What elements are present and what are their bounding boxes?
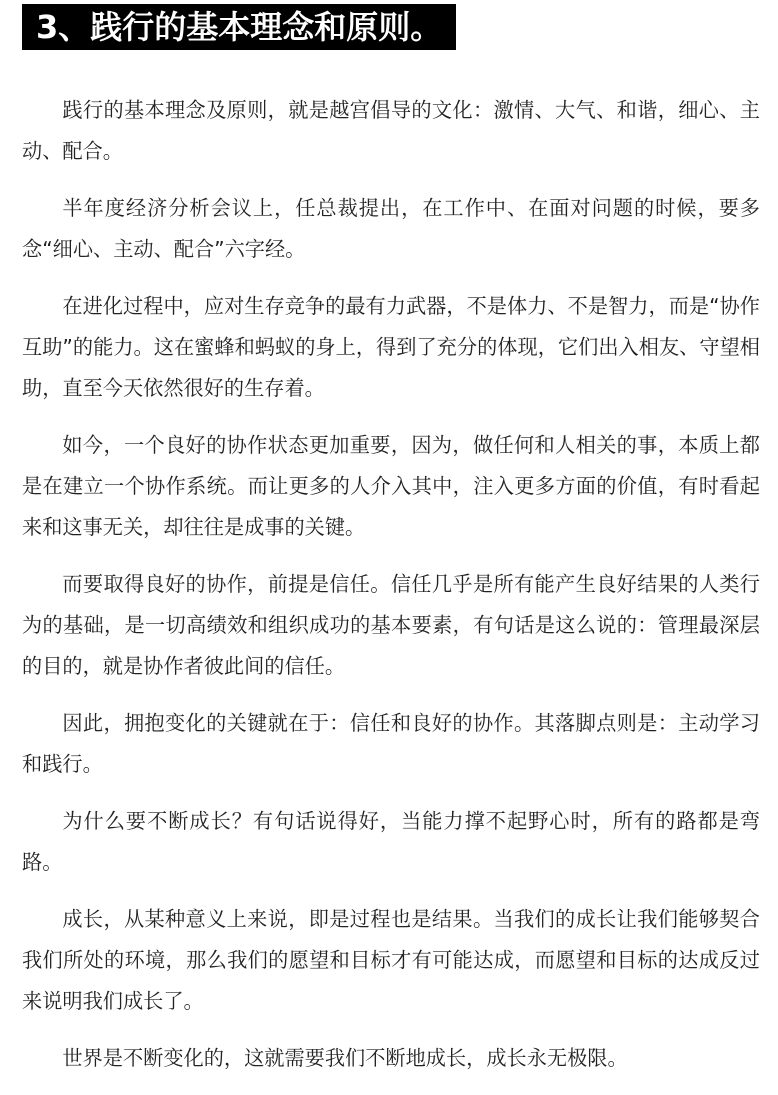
paragraph-7: 为什么要不断成长？有句话说得好，当能力撑不起野心时，所有的路都是弯路。	[22, 809, 760, 874]
paragraph-9: 世界是不断变化的，这就需要我们不断地成长，成长永无极限。	[62, 1046, 628, 1070]
paragraph-5: 而要取得良好的协作，前提是信任。信任几乎是所有能产生良好结果的人类行为的基础，是一切高绩效和组织成功的基本要素，有句话是这么说的：管理最深层的目的，就是协作者彼此间的信任。	[22, 572, 760, 678]
article-body	[22, 90, 760, 1095]
paragraph-3: 在进化过程中，应对生存竞争的最有力武器，不是体力、不是智力，而是“协作互助”的能力。这在蜜蜂和蚂蚁的身上，得到了充分的体现，它们出入相友、守望相助，直至今天依然很好的生存着。	[22, 294, 760, 400]
paragraph-6: 因此，拥抱变化的关键就在于：信任和良好的协作。其落脚点则是：主动学习和践行。	[22, 711, 760, 776]
paragraph-1: 践行的基本理念及原则，就是越宫倡导的文化：激情、大气、和谐，细心、主动、配合。	[22, 98, 760, 163]
paragraph-8: 成长，从某种意义上来说，即是过程也是结果。当我们的成长让我们能够契合我们所处的环境，那么我们的愿望和目标才有可能达成，而愿望和目标的达成反过来说明我们成长了。	[22, 907, 760, 1013]
paragraph-4: 如今，一个良好的协作状态更加重要，因为，做任何和人相关的事，本质上都是在建立一个协作系统。而让更多的人介入其中，注入更多方面的价值，有时看起来和这事无关，却往往是成事的关键。	[22, 433, 760, 539]
paragraph-2: 半年度经济分析会议上，任总裁提出，在工作中、在面对问题的时候，要多念“细心、主动、配合”六字经。	[22, 196, 760, 261]
section-heading: 3、践行的基本理念和原则。	[22, 4, 456, 50]
